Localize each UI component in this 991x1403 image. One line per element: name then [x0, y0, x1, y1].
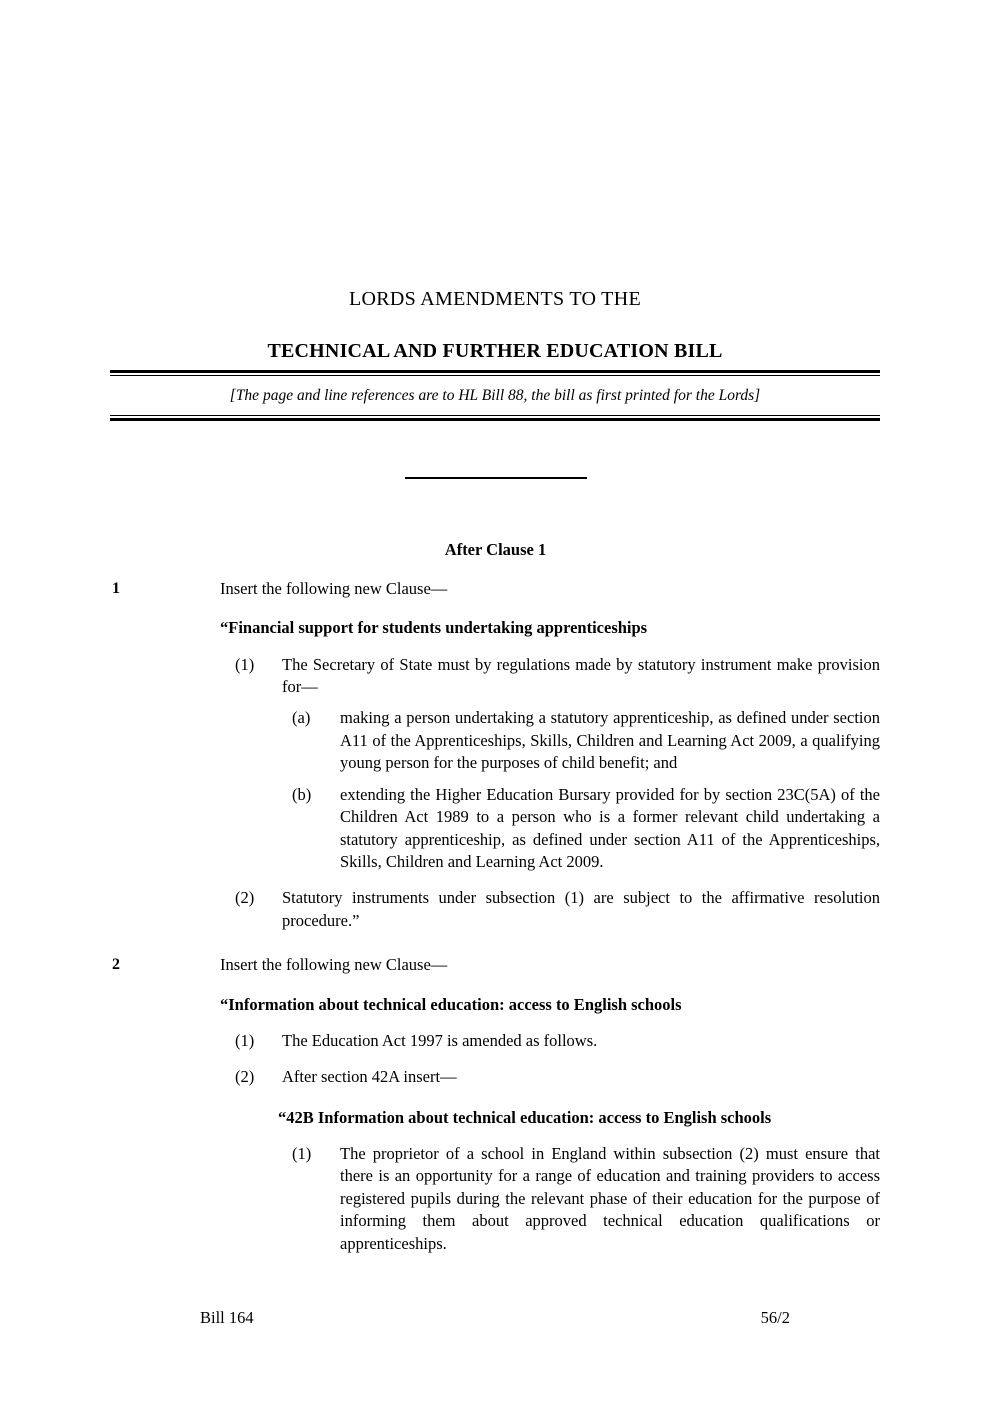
insert-instruction: Insert the following new Clause—: [220, 579, 448, 598]
clause-title: “Financial support for students undertaking apprenticeships: [220, 618, 648, 638]
inserted-subsection-group: [220, 1143, 880, 1255]
page-footer: [200, 1308, 790, 1328]
subsection-group: [220, 1030, 880, 1089]
subsection-text: After section 42A insert—: [282, 1067, 457, 1087]
amendment-number: 1: [112, 580, 120, 597]
subsection-text: The Secretary of State must by regulations made by statutory instrument make provision for—: [282, 654, 880, 696]
rule-bottom-thick: [110, 418, 880, 421]
item-text: making a person undertaking a statutory apprenticeship, as defined under section A11 of the Apprenticeships, Skills, Children and Learning Act 2009, a qualifying young person for the purposes of child benefit; and: [340, 708, 880, 773]
reference-note: [The page and line references are to HL Bill 88, the bill as first printed for the Lords]: [229, 387, 761, 404]
amendment-number: 2: [112, 956, 120, 974]
subsection: [220, 887, 880, 932]
section-heading: After Clause 1: [444, 540, 547, 559]
subsection-marker: (2): [235, 888, 255, 908]
subsection: [220, 1143, 880, 1255]
lettered-item: [220, 707, 880, 774]
document-title-line-2: TECHNICAL AND FURTHER EDUCATION BILL: [267, 340, 723, 362]
bill-number: Bill 164: [200, 1308, 254, 1327]
rule-bottom-thin: [110, 415, 880, 416]
amendment-1: [0, 578, 991, 932]
subsection: [220, 654, 880, 699]
subsection-marker: (1): [235, 1030, 255, 1050]
subsection-marker: (2): [235, 1067, 255, 1087]
subsection-text: The Education Act 1997 is amended as follows.: [282, 1030, 598, 1050]
subsection-marker: (1): [235, 654, 255, 674]
amendments-body: [0, 540, 991, 1255]
amendment-2: [0, 954, 991, 1255]
page-reference: 56/2: [760, 1308, 790, 1327]
title-block: [110, 286, 880, 364]
item-marker: (a): [292, 708, 311, 728]
subsection-text: The proprietor of a school in England within subsection (2) must ensure that there is an opportunity for a range of education and training providers to access registered pupils during the relevant phase of their education for the purpose of informing them about approved technical education qualifications or apprenticeships.: [340, 1144, 880, 1253]
amendment-content: [220, 578, 880, 932]
section-divider: [405, 477, 587, 479]
subsection-text: Statutory instruments under subsection (1) are subject to the affirmative resolution procedure.”: [282, 888, 880, 930]
insert-instruction: Insert the following new Clause—: [220, 955, 448, 975]
rule-top-thick: [110, 370, 880, 373]
item-text: extending the Higher Education Bursary provided for by section 23C(5A) of the Children Act 1989 to a person who is a former relevant child undertaking a statutory apprenticeship, as defined under section A11 of the Apprenticeships, Skills, Children and Learning Act 2009.: [340, 784, 880, 872]
amendment-content: [220, 954, 880, 1255]
document-title-line-1: LORDS AMENDMENTS TO THE: [349, 288, 641, 310]
reference-note-band: [110, 370, 880, 421]
inserted-section-heading: “42B Information about technical education: access to English schools: [278, 1107, 772, 1127]
item-marker: (b): [292, 784, 312, 804]
lettered-item: [220, 784, 880, 874]
clause-title: “Information about technical education: access to English schools: [220, 994, 682, 1014]
subsection-marker: (1): [292, 1144, 312, 1164]
subsection: [220, 1030, 880, 1052]
subsection-group: [220, 654, 880, 933]
subsection: [220, 1066, 880, 1088]
